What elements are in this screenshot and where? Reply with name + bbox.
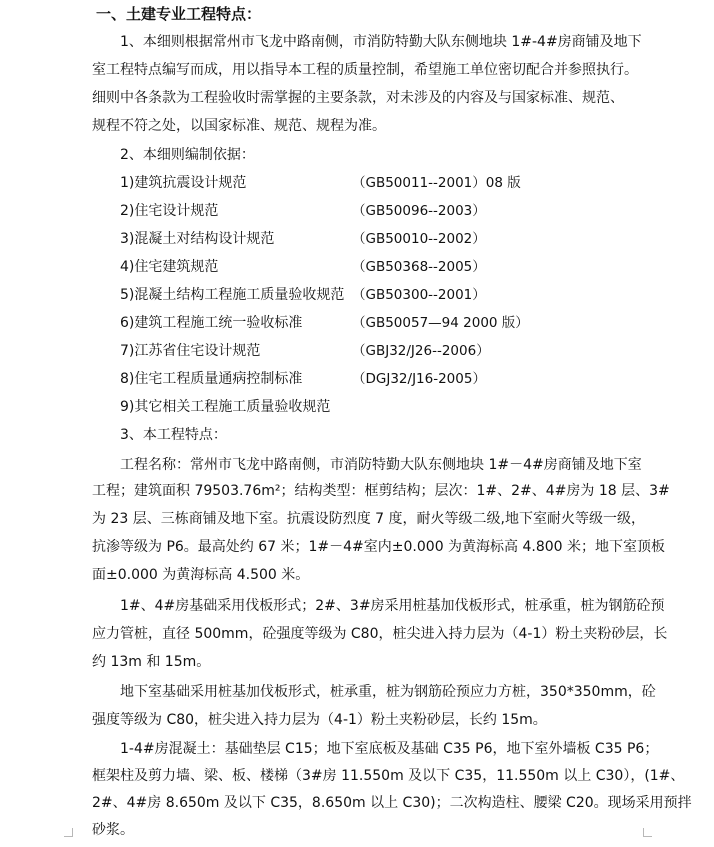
standard-code: （GB50368--2005） — [352, 259, 486, 275]
standard-name: 5)混凝土结构工程施工质量验收规范 — [120, 287, 345, 303]
project-line-2: 工程；建筑面积 79503.76m²；结构类型：框剪结构；层次：1#、2#、4#房为 18 层、3# — [92, 483, 670, 499]
margin-corner-mark — [64, 828, 73, 837]
standard-code: （GB50010--2002） — [352, 231, 486, 247]
project-line-1: 工程名称：常州市飞龙中路南侧，市消防特勤大队东侧地块 1#－4#房商铺及地下室 — [120, 457, 642, 473]
project-line-3: 为 23 层、三栋商铺及地下室。抗震设防烈度 7 度，耐火等级二级,地下室耐火等级一级， — [92, 511, 645, 527]
foundation1-line-3: 约 13m 和 15m。 — [92, 654, 211, 670]
foundation1-line-2: 应力管桩，直径 500mm，砼强度等级为 C80，桩尖进入持力层为（4-1）粉土夹粉砂层，长 — [92, 626, 668, 642]
standard-name: 4)住宅建筑规范 — [120, 259, 219, 275]
standard-code: （GB50300--2001） — [352, 287, 486, 303]
standard-name: 1)建筑抗震设计规范 — [120, 175, 247, 191]
standard-code: （DGJ32/J16-2005） — [352, 371, 486, 387]
intro-line-4: 规程不符之处，以国家标准、规范、规程为准。 — [92, 118, 386, 134]
standard-name: 8)住宅工程质量通病控制标准 — [120, 371, 303, 387]
section-title: 一、土建专业工程特点： — [96, 5, 262, 23]
standard-code: （GB50057—94 2000 版） — [352, 315, 529, 331]
project-line-5: 面±0.000 为黄海标高 4.500 米。 — [92, 567, 310, 583]
standard-code: （GBJ32/J26--2006） — [352, 343, 490, 359]
standard-name: 7)江苏省住宅设计规范 — [120, 343, 261, 359]
intro-line-3: 细则中各条款为工程验收时需掌握的主要条款，对未涉及的内容及与国家标准、规范、 — [92, 90, 624, 106]
foundation1-line-1: 1#、4#房基础采用伐板形式；2#、3#房采用桩基加伐板形式，桩承重，桩为钢筋砼预 — [120, 598, 665, 614]
standard-code: （GB50011--2001）08 版 — [352, 175, 521, 191]
standard-code: （GB50096--2003） — [352, 203, 486, 219]
project-line-4: 抗渗等级为 P6。最高处约 67 米；1#－4#室内±0.000 为黄海标高 4.800 米；地下室顶板 — [92, 539, 666, 555]
concrete-line-3: 2#、4#房 8.650m 及以下 C35，8.650m 以上 C30)；二次构造柱、腰梁 C20。现场采用预拌 — [92, 795, 692, 811]
standard-name: 9)其它相关工程施工质量验收规范 — [120, 399, 331, 415]
features-heading: 3、本工程特点： — [120, 427, 227, 443]
standard-name: 6)建筑工程施工统一验收标准 — [120, 315, 303, 331]
intro-line-1: 1、本细则根据常州市飞龙中路南侧，市消防特勤大队东侧地块 1#-4#房商铺及地下 — [120, 34, 642, 50]
concrete-line-2: 框架柱及剪力墙、梁、板、楼梯（3#房 11.550m 及以下 C35，11.550m 以上 C30），(1#、 — [92, 768, 685, 784]
foundation2-line-2: 强度等级为 C80，桩尖进入持力层为（4-1）粉土夹粉砂层，长约 15m。 — [92, 712, 547, 728]
concrete-line-1: 1-4#房混凝土：基础垫层 C15；地下室底板及基础 C35 P6，地下室外墙板 C35 P6； — [120, 741, 659, 757]
foundation2-line-1: 地下室基础采用桩基加伐板形式，桩承重，桩为钢筋砼预应力方桩，350*350mm，砼 — [120, 684, 656, 700]
margin-corner-mark — [643, 828, 652, 837]
concrete-line-4: 砂浆。 — [92, 822, 134, 838]
intro-line-2: 室工程特点编写而成，用以指导本工程的质量控制，希望施工单位密切配合并参照执行。 — [92, 62, 638, 78]
standard-name: 2)住宅设计规范 — [120, 203, 219, 219]
standard-name: 3)混凝土对结构设计规范 — [120, 231, 275, 247]
basis-heading: 2、本细则编制依据： — [120, 147, 255, 163]
